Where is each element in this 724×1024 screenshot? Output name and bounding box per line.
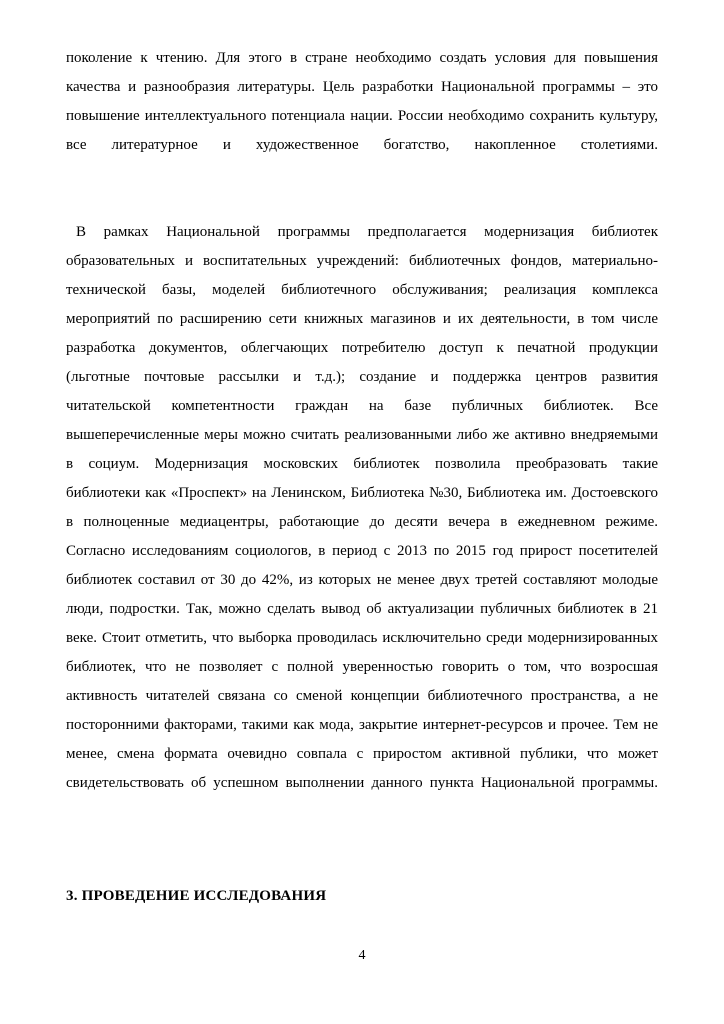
page-number: 4 — [358, 948, 366, 963]
paragraph: поколение к чтению. Для этого в стране необходимо создать условия для повышения качества и разнообразия литературы. Цель разработки Национальной программы – это повышение интеллектуального потенциала нации. России необходимо сохранить культуру, все литературное и художественное богатство, накопленное столетиями. — [66, 50, 658, 153]
paragraph: В рамках Национальной программы предполагается модернизация библиотек образовательных и воспитательных учреждений: библиотечных фондов, материально-технической базы, моделей библиотечного обслуживания; реализация комплекса мероприятий по расширению сети книжных магазинов и их деятельности, в том числе разработка документов, облегчающих потребителю доступ к печатной продукции (льготные почтовые рассылки и т.д.); создание и поддержка центров развития читательской компетентности граждан на базе публичных библиотек. Все вышеперечисленные меры можно считать реализованными либо же активно внедряемыми в социум. Модернизация московских библиотек позволила преобразовать такие библиотеки как «Проспект» на Ленинском, Библиотека №30, Библиотека им. Достоевского в полноценные медиацентры, работающие до десяти вечера в ежедневном режиме. Согласно исследованиям социологов, в период с 2013 по 2015 год прирост посетителей библиотек составил от 30 до 42%, из которых не менее двух третей составляют молодые люди, подростки. Так, можно сделать вывод об актуализации публичных библиотек в 21 веке. Стоит отметить, что выборка проводилась исключительно среди модернизированных библиотек, что не позволяет с полной уверенностью говорить о том, что возросшая активность читателей связана со сменой концепции библиотечного пространства, а не посторонними факторами, такими как мода, закрытие интернет-ресурсов и прочее. Тем не менее, смена формата очевидно совпала с приростом активной публики, что может свидетельствовать об успешном выполнении данного пункта Национальной программы. — [66, 224, 658, 791]
section-heading: 3. ПРОВЕДЕНИЕ ИССЛЕДОВАНИЯ — [66, 888, 327, 904]
page-body — [66, 44, 658, 798]
